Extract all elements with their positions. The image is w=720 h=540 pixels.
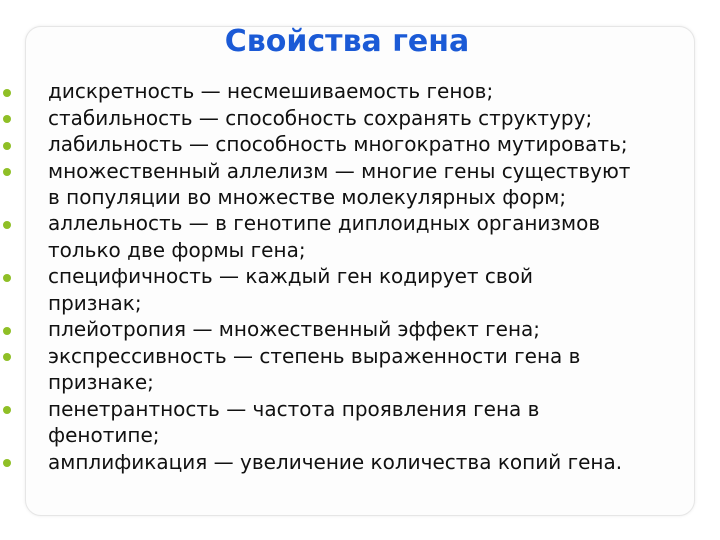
bullet-dot-icon (3, 459, 11, 467)
bullet-text-line: пенетрантность — частота проявления гена в (48, 396, 540, 421)
bullet-text-line: фенотипе; (48, 423, 160, 448)
bullet-dot-icon (3, 89, 11, 97)
bullet-text-line: в популяции во множестве молекулярных форм; (48, 184, 567, 209)
bullet-item (0, 396, 720, 449)
bullet-dot-icon (3, 168, 11, 176)
bullet-item (0, 131, 720, 157)
bullet-text-line: только две формы гена; (48, 237, 306, 262)
bullet-item (0, 263, 720, 316)
bullet-text-line: признаке; (48, 370, 154, 395)
bullet-text-line: множественный аллелизм — многие гены существуют (48, 158, 631, 183)
bullet-item (0, 158, 720, 211)
bullet-item (0, 343, 720, 396)
bullet-text-line: экспрессивность — степень выраженности гена в (48, 343, 581, 368)
bullet-dot-icon (3, 115, 11, 123)
bullet-item (0, 316, 720, 342)
bullet-dot-icon (3, 274, 11, 282)
bullet-text-line: специфичность — каждый ген кодирует свой (48, 264, 533, 289)
bullet-item (0, 105, 720, 131)
bullet-item (0, 449, 720, 475)
bullet-text-line: амплификация — увеличение количества копий гена. (48, 449, 623, 474)
bullet-item (0, 78, 720, 104)
bullet-dot-icon (3, 406, 11, 414)
bullet-text-line: аллельность — в генотипе диплоидных организмов (48, 211, 601, 236)
bullet-text-line: признак; (48, 290, 142, 315)
bullet-item (0, 210, 720, 263)
bullet-text-line: стабильность — способность сохранять структуру; (48, 105, 593, 130)
bullet-list (0, 78, 720, 475)
bullet-dot-icon (3, 142, 11, 150)
bullet-dot-icon (3, 221, 11, 229)
bullet-text-line: дискретность — несмешиваемость генов; (48, 79, 494, 103)
bullet-text-line: лабильность — способность многократно мутировать; (48, 132, 628, 156)
bullet-dot-icon (3, 327, 11, 335)
bullet-dot-icon (3, 353, 11, 361)
bullet-text-line: плейотропия — множественный эффект гена; (48, 317, 541, 342)
slide-title: Свойства гена (224, 24, 470, 59)
